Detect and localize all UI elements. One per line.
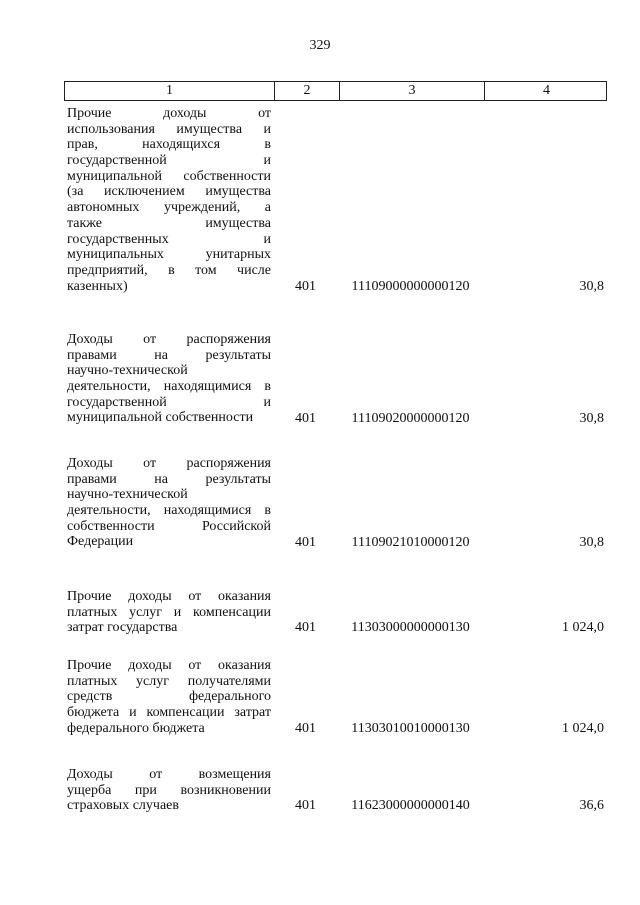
description-line: муниципальной собственности <box>67 410 254 426</box>
description-line: (за исключением имущества <box>67 184 271 200</box>
description-line: Доходы от распоряжения <box>67 332 271 347</box>
row-budget-code: 11303010010000130 <box>351 720 470 736</box>
description-line: ущерба при возникновении <box>67 782 271 798</box>
description-line: научно-технической <box>67 487 188 503</box>
row-admin-code: 401 <box>295 620 316 636</box>
row-description <box>67 106 271 294</box>
description-line: казенных) <box>67 278 128 294</box>
row-admin-code: 401 <box>295 798 316 814</box>
description-line: также имущества <box>67 215 271 231</box>
description-line: деятельности, находящимися в <box>67 503 271 519</box>
description-line: государственных и <box>67 231 271 247</box>
row-description <box>67 589 271 636</box>
description-line: муниципальных унитарных <box>67 247 271 263</box>
table-header <box>64 81 607 101</box>
description-line: платных услуг и компенсации <box>67 604 271 620</box>
row-amount: 30,8 <box>579 410 604 426</box>
row-amount: 30,8 <box>579 534 604 550</box>
description-line: страховых случаев <box>67 798 179 814</box>
row-description <box>67 767 271 814</box>
row-description <box>67 456 271 550</box>
row-amount: 1 024,0 <box>562 720 604 736</box>
row-amount: 1 024,0 <box>562 620 604 636</box>
row-admin-code: 401 <box>295 534 316 550</box>
description-line: предприятий, в том числе <box>67 262 271 278</box>
description-line: федерального бюджета <box>67 720 205 736</box>
row-budget-code: 11623000000000140 <box>351 798 470 814</box>
description-line: правами на результаты <box>67 471 271 487</box>
description-line: Доходы от возмещения <box>67 767 271 782</box>
description-line: деятельности, находящимися в <box>67 379 271 395</box>
description-line: Федерации <box>67 534 134 550</box>
description-line: государственной и <box>67 394 271 410</box>
description-line: государственной и <box>67 153 271 169</box>
row-admin-code: 401 <box>295 278 316 294</box>
description-line: собственности Российской <box>67 518 271 534</box>
row-amount: 30,8 <box>579 278 604 294</box>
row-amount: 36,6 <box>579 798 604 814</box>
row-description <box>67 658 271 736</box>
description-line: затрат государства <box>67 620 178 636</box>
row-admin-code: 401 <box>295 410 316 426</box>
row-budget-code: 11109020000000120 <box>351 410 470 426</box>
row-budget-code: 11303000000000130 <box>351 620 470 636</box>
description-line: Прочие доходы от оказания <box>67 658 271 673</box>
description-line: Прочие доходы от оказания <box>67 589 271 604</box>
description-line: бюджета и компенсации затрат <box>67 705 271 721</box>
row-description <box>67 332 271 426</box>
page-number: 329 <box>309 38 331 53</box>
description-line: муниципальной собственности <box>67 168 271 184</box>
description-line: использования имущества и <box>67 121 271 137</box>
description-line: платных услуг получателями <box>67 673 271 689</box>
row-budget-code: 11109000000000120 <box>351 278 470 294</box>
description-line: научно-технической <box>67 363 188 379</box>
header-col-1: 1 <box>166 83 173 98</box>
header-col-3: 3 <box>339 82 484 100</box>
row-budget-code: 11109021010000120 <box>351 534 470 550</box>
description-line: автономных учреждений, а <box>67 200 271 216</box>
description-line: средств федерального <box>67 689 271 705</box>
description-line: правами на результаты <box>67 347 271 363</box>
description-line: Прочие доходы от <box>67 106 271 121</box>
description-line: Доходы от распоряжения <box>67 456 271 471</box>
row-admin-code: 401 <box>295 720 316 736</box>
header-col-2: 2 <box>274 82 339 100</box>
header-col-4: 4 <box>484 82 608 100</box>
description-line: прав, находящихся в <box>67 137 271 153</box>
